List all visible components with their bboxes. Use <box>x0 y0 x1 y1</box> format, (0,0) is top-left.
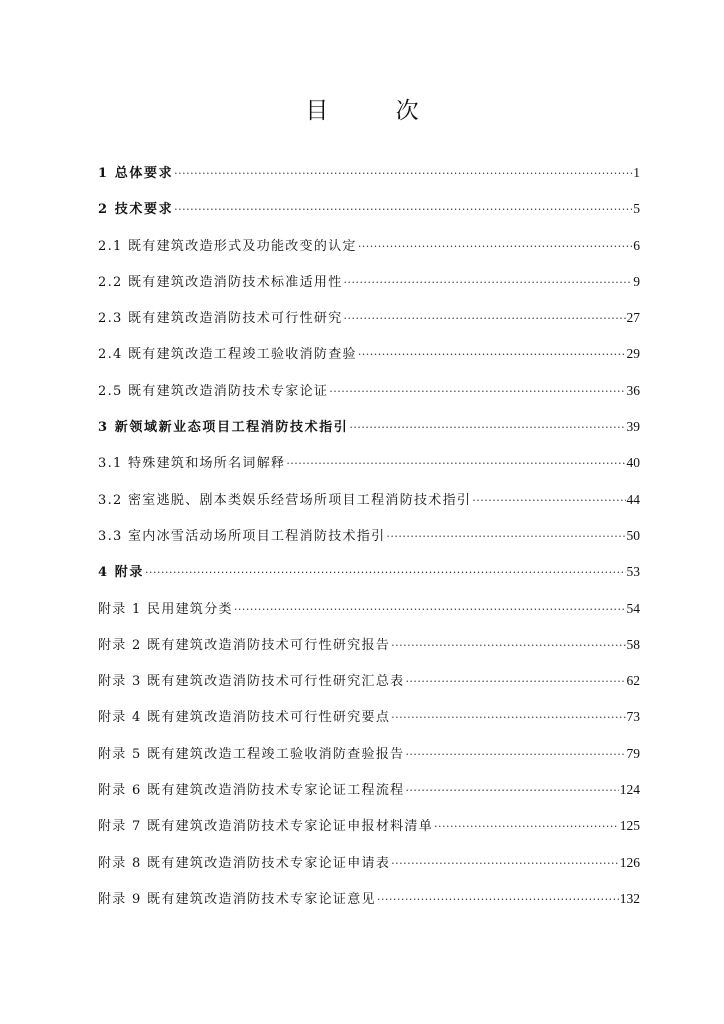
toc-entry[interactable] <box>98 416 640 452</box>
toc-entry-page-number: 53 <box>626 564 640 580</box>
toc-entry-label: 附录 9 既有建筑改造消防技术专家论证意见 <box>98 891 376 907</box>
toc-entry[interactable] <box>98 706 640 742</box>
toc-entry-label: 3.2 密室逃脱、剧本类娱乐经营场所项目工程消防技术指引 <box>98 492 472 508</box>
toc-leader-dots <box>386 529 625 544</box>
toc-leader-dots <box>405 783 618 798</box>
toc-entry-page-number: 5 <box>633 201 640 217</box>
toc-entry-page-number: 1 <box>633 165 640 180</box>
toc-leader-dots <box>405 747 625 762</box>
toc-leader-dots <box>358 239 632 254</box>
toc-leader-dots <box>358 347 626 362</box>
toc-entry-page-number: 27 <box>626 310 640 326</box>
toc-entry-label: 4 附录 <box>98 565 144 581</box>
toc-entry-label: 附录 5 既有建筑改造工程竣工验收消防查验报告 <box>98 746 405 762</box>
toc-leader-dots <box>349 420 625 435</box>
toc-leader-dots <box>286 456 625 471</box>
toc-entry-label: 2.5 既有建筑改造消防技术专家论证 <box>98 383 329 399</box>
toc-entry-label: 附录 7 既有建筑改造消防技术专家论证申报材料清单 <box>98 819 434 835</box>
toc-leader-dots <box>344 311 626 326</box>
toc-entry[interactable] <box>98 561 640 597</box>
toc-entry[interactable] <box>98 888 640 924</box>
toc-entry-label: 附录 8 既有建筑改造消防技术专家论证申请表 <box>98 855 391 871</box>
toc-entry[interactable] <box>98 343 640 379</box>
toc-entry-page-number: 58 <box>626 636 640 652</box>
toc-entry-page-number: 6 <box>633 237 640 253</box>
toc-entry-page-number: 50 <box>626 527 640 543</box>
toc-entry[interactable] <box>98 198 640 234</box>
toc-entry-page-number: 73 <box>626 709 640 725</box>
toc-entry[interactable] <box>98 743 640 779</box>
toc-entry-page-number: 62 <box>626 673 640 689</box>
toc-entry[interactable] <box>98 380 640 416</box>
toc-leader-dots <box>391 638 625 653</box>
toc-entry[interactable] <box>98 779 640 815</box>
toc-entry-label: 附录 6 既有建筑改造消防技术专家论证工程流程 <box>98 783 405 799</box>
toc-entry-page-number: 40 <box>626 455 640 471</box>
toc-entry[interactable] <box>98 271 640 307</box>
toc-entry-label: 附录 2 既有建筑改造消防技术可行性研究报告 <box>98 637 391 653</box>
toc-entry[interactable] <box>98 162 640 198</box>
toc-leader-dots <box>234 602 626 617</box>
toc-entry[interactable] <box>98 852 640 888</box>
toc-entry-label: 附录 3 既有建筑改造消防技术可行性研究汇总表 <box>98 674 405 690</box>
toc-entry-page-number: 132 <box>619 890 640 906</box>
toc-leader-dots <box>434 819 619 834</box>
toc-entry[interactable] <box>98 452 640 488</box>
toc-leader-dots <box>145 565 626 580</box>
toc-entry-label: 2.4 既有建筑改造工程竣工验收消防查验 <box>98 347 357 363</box>
toc-entry[interactable] <box>98 525 640 561</box>
toc-entry[interactable] <box>98 489 640 525</box>
toc-entry-page-number: 124 <box>619 782 640 798</box>
toc-entry-label: 3.3 室内冰雪活动场所项目工程消防技术指引 <box>98 528 386 544</box>
toc-leader-dots <box>472 493 625 508</box>
toc-entry-label: 2.3 既有建筑改造消防技术可行性研究 <box>98 311 343 327</box>
toc-entry[interactable] <box>98 598 640 634</box>
toc-entry-label: 附录 1 民用建筑分类 <box>98 601 233 617</box>
toc-leader-dots <box>344 275 633 290</box>
toc-entry-page-number: 126 <box>619 854 640 870</box>
toc-entry-label: 2.1 既有建筑改造形式及功能改变的认定 <box>98 238 357 254</box>
toc-entry-page-number: 9 <box>633 273 640 289</box>
toc-entry-label: 3 新领域新业态项目工程消防技术指引 <box>98 420 349 436</box>
toc-entry-label: 2 技术要求 <box>98 202 174 218</box>
toc-entry-label: 附录 4 既有建筑改造消防技术可行性研究要点 <box>98 710 391 726</box>
toc-entry[interactable] <box>98 307 640 343</box>
toc-entry[interactable] <box>98 670 640 706</box>
toc-entry-page-number: 36 <box>626 382 640 398</box>
toc-entry[interactable] <box>98 634 640 670</box>
toc-entry-page-number: 54 <box>626 600 640 616</box>
toc-leader-dots <box>329 384 625 399</box>
toc-leader-dots <box>174 202 632 217</box>
toc-entry-label: 2.2 既有建筑改造消防技术标准适用性 <box>98 274 343 290</box>
toc-entry-page-number: 125 <box>619 818 640 834</box>
toc-entry[interactable] <box>98 815 640 851</box>
toc-entry-page-number: 39 <box>626 419 640 435</box>
toc-leader-dots <box>405 674 625 689</box>
table-of-contents <box>98 162 640 924</box>
page-title: 目 次 <box>305 98 449 124</box>
toc-entry[interactable] <box>98 235 640 271</box>
toc-entry-page-number: 29 <box>626 346 640 362</box>
toc-entry-page-number: 44 <box>626 491 640 507</box>
toc-leader-dots <box>391 856 619 871</box>
toc-leader-dots <box>377 892 619 907</box>
toc-entry-label: 1 总体要求 <box>98 166 174 181</box>
toc-leader-dots <box>391 710 625 725</box>
toc-entry-label: 3.1 特殊建筑和场所名词解释 <box>98 456 286 472</box>
toc-entry-page-number: 79 <box>626 745 640 761</box>
toc-leader-dots <box>174 166 632 181</box>
